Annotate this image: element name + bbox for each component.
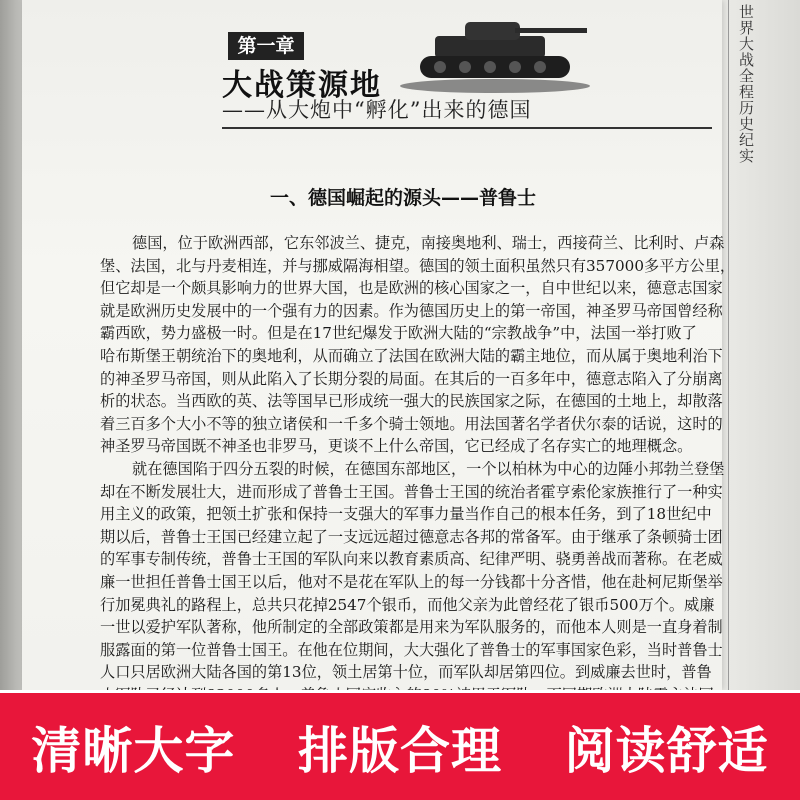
running-header: 世界大战全程历史纪实 xyxy=(737,4,755,164)
body-line: 哈布斯堡王朝统治下的奥地利，从而确立了法国在欧洲大陆的霸主地位，而从属于奥地利治下 xyxy=(100,346,723,365)
body-line: 用主义的政策，把领土扩张和保持一支强大的军事力量当作自己的根本任务，到了18世纪中 xyxy=(100,505,712,524)
title-rule xyxy=(222,127,712,129)
promo-banner xyxy=(0,690,800,800)
body-line: 服露面的第一位普鲁士国王。在他在位期间，大大强化了普鲁士的军事国家色彩，当时普鲁士 xyxy=(100,640,723,659)
banner-item: 阅读舒适 xyxy=(564,721,769,780)
body-line: 着三百多个大小不等的独立诸侯和一千多个骑士领地。用法国著名学者伏尔泰的话说，这时的 xyxy=(100,414,723,433)
body-line: 行加冕典礼的路程上，总共只花掉2547个银币，而他父亲为此曾经花了银币500万个。威廉 xyxy=(100,595,715,614)
body-line: 就在德国陷于四分五裂的时候，在德国东部地区，一个以柏林为中心的边陲小邦勃兰登堡 xyxy=(132,459,725,478)
body-text xyxy=(100,232,780,706)
body-line: 的神圣罗马帝国，则从此陷入了长期分裂的局面。在其后的一百多年中，德意志陷入了分崩离 xyxy=(100,369,723,388)
chapter-title: 大战策源地 xyxy=(222,68,382,103)
body-line: 期以后，普鲁士王国已经建立起了一支远远超过德意志各邦的常备军。由于继承了条顿骑士团 xyxy=(100,527,723,546)
body-line: 廉一世担任普鲁士国王以后，他对不是花在军队上的每一分钱都十分吝惜，他在赴柯尼斯堡举 xyxy=(100,572,723,591)
body-line: 神圣罗马帝国既不神圣也非罗马，更谈不上什么帝国，它已经成了名存实亡的地理概念。 xyxy=(100,437,693,456)
body-line: 一世以爱护军队著称，他所制定的全部政策都是用来为军队服务的，而他本人则是一直身着制 xyxy=(100,618,723,637)
section-heading: 一、德国崛起的源头——普鲁士 xyxy=(270,187,537,209)
banner-item: 排版合理 xyxy=(297,721,502,780)
body-line: 却在不断发展壮大，进而形成了普鲁士王国。普鲁士王国的统治者霍亨索伦家族推行了一种实 xyxy=(100,482,723,501)
body-line: 析的状态。当西欧的英、法等国早已形成统一强大的民族国家之际，在德国的土地上，却散落 xyxy=(100,392,723,411)
body-line: 但它却是一个颇具影响力的世界大国，也是欧洲的核心国家之一，自中世纪以来，德意志国家 xyxy=(100,279,723,298)
banner-item: 清晰大字 xyxy=(31,721,236,780)
chapter-subtitle: ——从大炮中“孵化”出来的德国 xyxy=(222,98,532,122)
body-line: 的军事专制传统，普鲁士王国的军队向来以教育素质高、纪律严明、骁勇善战而著称。在老威 xyxy=(100,550,723,569)
body-line: 霸西欧，势力盛极一时。但是在17世纪爆发于欧洲大陆的“宗教战争”中，法国一举打败了 xyxy=(100,324,697,343)
tank-illustration xyxy=(395,6,590,96)
chapter-label: 第一章 xyxy=(228,32,304,60)
body-line: 堡、法国，北与丹麦相连，并与挪威隔海相望。德国的领土面积虽然只有357000多平方公里， xyxy=(100,256,736,275)
body-line: 就是欧洲历史发展中的一个强有力的因素。作为德国历史上的第一帝国，神圣罗马帝国曾经称 xyxy=(100,301,723,320)
body-line: 德国，位于欧洲西部，它东邻波兰、捷克，南接奥地利、瑞士，西接荷兰、比利时、卢森 xyxy=(132,234,725,252)
body-line: 人口只居欧洲大陆各国的第13位，领土居第十位，而军队却居第四位。到威廉去世时，普鲁 xyxy=(100,663,712,682)
